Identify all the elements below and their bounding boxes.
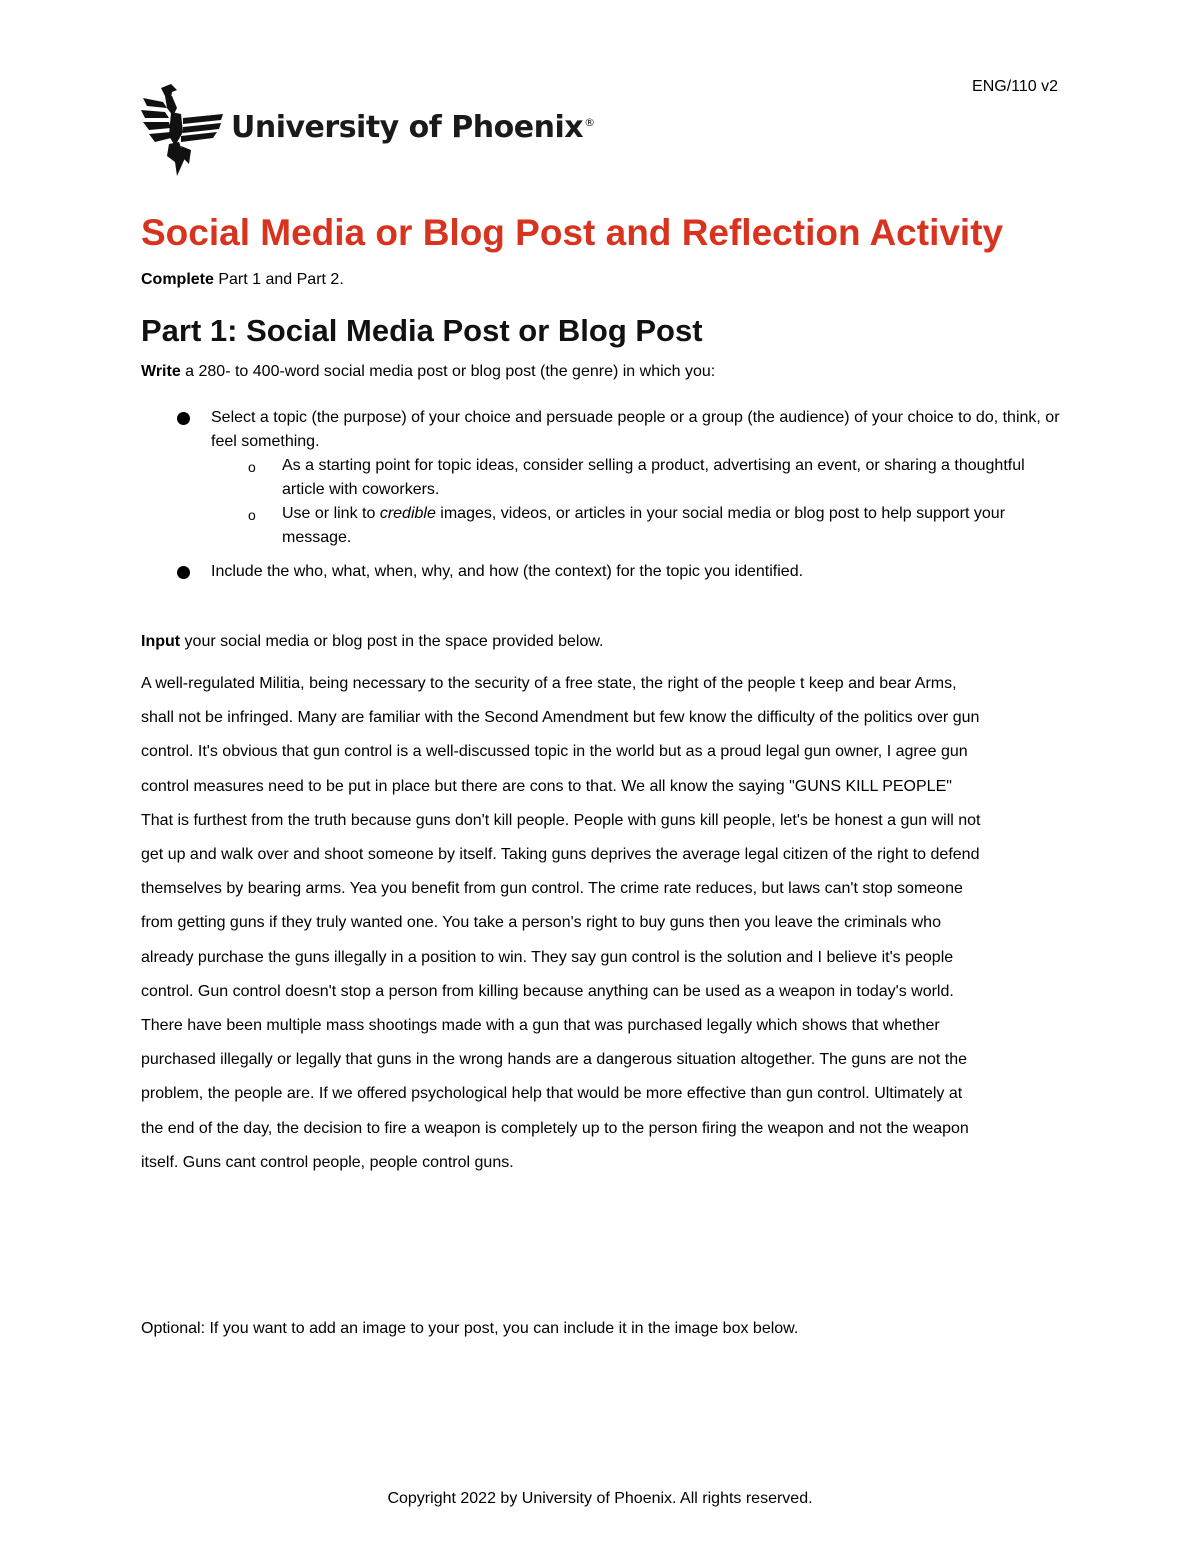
bullet-dot-icon	[177, 566, 190, 579]
bullet-text: Include the who, what, when, why, and how (the context) for the topic you identified.	[211, 563, 804, 580]
intro-instruction	[141, 271, 344, 289]
sub-bullet-text: As a starting point for topic ideas, consider selling a product, advertising an event, or sharing a thoughtful article with coworkers.	[282, 457, 1025, 498]
write-instruction	[141, 363, 715, 381]
phoenix-bird-icon	[141, 84, 225, 176]
course-code: ENG/110 v2	[972, 78, 1058, 95]
university-logo	[141, 84, 595, 176]
logo-text: University of Phoenix	[231, 109, 584, 145]
page-title: Social Media or Blog Post and Reflection Activity	[141, 212, 1004, 253]
copyright-footer: Copyright 2022 by University of Phoenix. All rights reserved.	[387, 1490, 813, 1507]
logo-wordmark	[231, 110, 595, 145]
list-item	[141, 406, 1071, 550]
blog-post-text[interactable]: A well-regulated Militia, being necessary to the security of a free state, the right of the people t keep and bear Arms, shall not be infringed. Many are familiar with the Second Amendment but few know the difficulty of the politics over gun control. It's obvious that gun control is a well-discussed topic in the world but as a proud legal gun owner, I agree gun control measures need to be put in place but there are cons to that. We all know the saying "GUNS KILL PEOPLE" That is furthest from the truth because guns don't kill people. People with guns kill people, let's be honest a gun will not get up and walk over and shoot someone by itself. Taking guns deprives the average legal citizen of the right to defend themselves by bearing arms. Yea you benefit from gun control. The crime rate reduces, but laws can't stop someone from getting guns if they truly wanted one. You take a person's right to buy guns then you leave the criminals who already purchase the guns illegally in a position to win. They say gun control is the solution and I believe it's people control. Gun control doesn't stop a person from killing because anything can be used as a weapon in today's world. There have been multiple mass shootings made with a gun that was purchased legally which shows that whether purchased illegally or legally that guns in the wrong hands are a dangerous situation altogether. The guns are not the problem, the people are. If we offered psychological help that would be more effective than gun control. Ultimately at the end of the day, the decision to fire a weapon is completely up to the person firing the weapon and not the weapon itself. Guns cant control people, people control guns.	[141, 675, 981, 1171]
part1-heading: Part 1: Social Media Post or Blog Post	[141, 313, 703, 348]
bullet-text: Select a topic (the purpose) of your choice and persuade people or a group (the audience) of your choice to do, think, or feel something.	[211, 409, 1060, 450]
write-bold: Write	[141, 363, 181, 380]
input-bold: Input	[141, 633, 181, 650]
sub-bullet-text-after: images, videos, or articles in your social media or blog post to help support your message.	[282, 505, 1006, 546]
sub-bullet-text-before: Use or link to	[282, 505, 380, 522]
list-item	[141, 560, 1071, 584]
input-text: your social media or blog post in the space provided below.	[180, 633, 604, 650]
intro-text: Part 1 and Part 2.	[213, 271, 344, 288]
write-text: a 280- to 400-word social media post or blog post (the genre) in which you:	[180, 363, 716, 380]
sub-list	[211, 454, 1071, 550]
sub-list-item	[211, 454, 1071, 502]
input-instruction	[141, 633, 603, 651]
bullet-dot-icon	[177, 412, 190, 425]
circle-bullet-icon: o	[248, 507, 256, 523]
intro-bold: Complete	[141, 271, 214, 288]
credible-emphasis: credible	[379, 505, 436, 522]
trademark-symbol: ®	[584, 115, 595, 129]
requirements-list	[141, 406, 1071, 584]
sub-list-item	[211, 502, 1071, 550]
circle-bullet-icon: o	[248, 459, 256, 475]
optional-image-note: Optional: If you want to add an image to your post, you can include it in the image box below.	[141, 1320, 799, 1337]
